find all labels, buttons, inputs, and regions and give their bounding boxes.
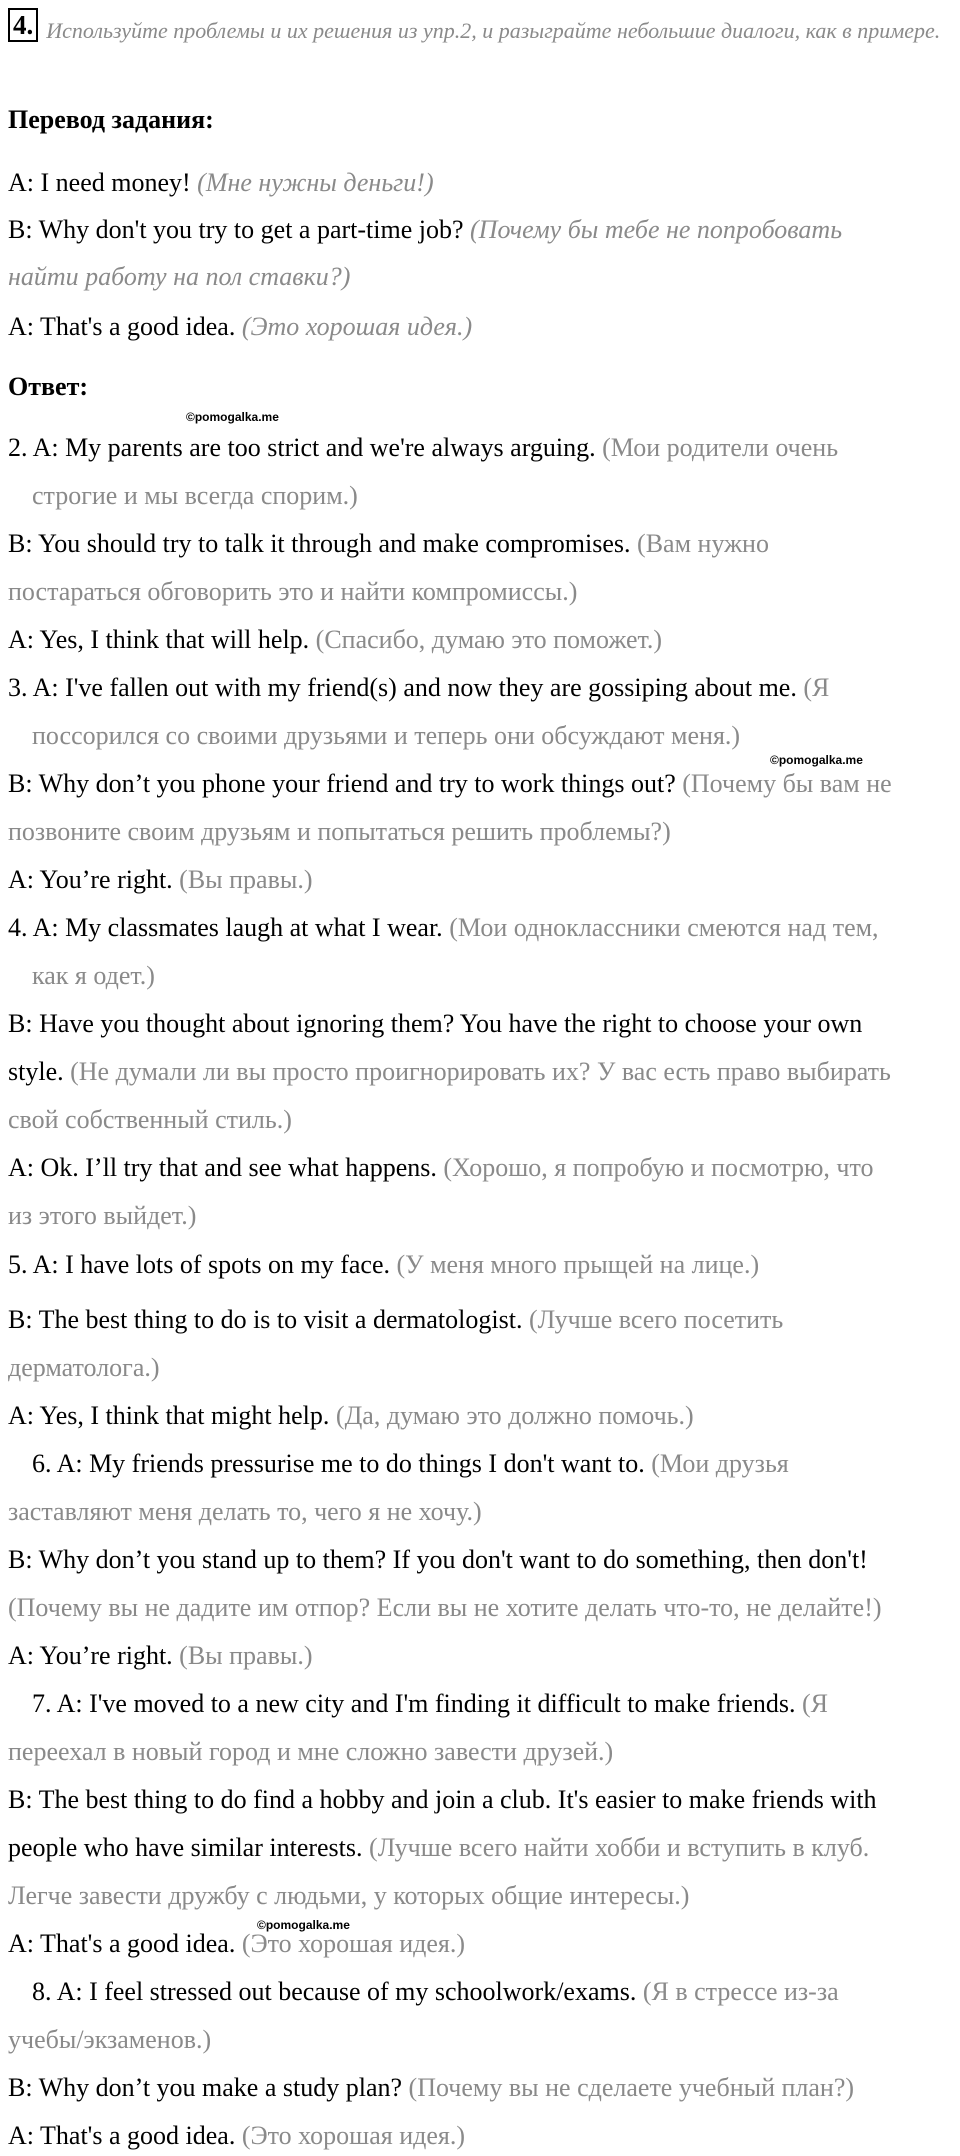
dialogue-line (32, 961, 155, 991)
dialogue-line (8, 2073, 854, 2103)
watermark: ©pomogalka.me (186, 410, 279, 424)
dialogue-ru: постараться обговорить это и найти компромиссы.) (8, 577, 578, 606)
dialogue-ru: дерматолога.) (8, 1353, 160, 1382)
dialogue-line (8, 769, 892, 799)
dialogue-line (8, 2025, 211, 2055)
dialogue-en: A: Yes, I think that will help. (8, 625, 310, 654)
dialogue-en: A: You’re right. (8, 865, 173, 894)
watermark: ©pomogalka.me (770, 753, 863, 767)
dialogue-ru: как я одет.) (32, 961, 155, 990)
dialogue-line (8, 2121, 465, 2151)
example-line (8, 215, 842, 245)
dialogue-line (8, 529, 769, 559)
dialogue-ru: (У меня много прыщей на лице.) (396, 1250, 760, 1279)
dialogue-ru: (Я (801, 1689, 828, 1718)
watermark: ©pomogalka.me (257, 1918, 350, 1932)
dialogue-line (8, 1153, 873, 1183)
answer-heading: Ответ: (8, 372, 89, 401)
example-en: B: Why don't you try to get a part-time job? (8, 215, 464, 244)
dialogue-ru: позвоните своим друзьям и попытаться решить проблемы?) (8, 817, 671, 846)
dialogue-line (8, 1057, 891, 1087)
dialogue-ru: (Почему вы не дадите им отпор? Если вы не хотите делать что-то, не делайте!) (8, 1593, 882, 1622)
dialogue-en: 6. A: My friends pressurise me to do things I don't want to. (32, 1449, 645, 1478)
dialogue-ru: переехал в новый город и мне сложно завести друзей.) (8, 1737, 614, 1766)
dialogue-en: B: You should try to talk it through and make compromises. (8, 529, 631, 558)
dialogue-ru: свой собственный стиль.) (8, 1105, 292, 1134)
example-ru: найти работу на пол ставки?) (8, 262, 351, 291)
dialogue-ru: (Почему бы вам не (682, 769, 892, 798)
dialogue-line (32, 1449, 789, 1479)
dialogue-line (8, 577, 577, 607)
dialogue-ru: (Это хорошая идея.) (241, 1929, 465, 1958)
dialogue-line (8, 1401, 694, 1431)
dialogue-line (8, 1545, 868, 1575)
translation-heading: Перевод задания: (8, 105, 214, 134)
dialogue-ru: (Да, думаю это должно помочь.) (335, 1401, 694, 1430)
dialogue-en: B: The best thing to do find a hobby and join a club. It's easier to make friends with (8, 1785, 877, 1814)
dialogue-line (8, 1785, 877, 1815)
dialogue-line (8, 1737, 613, 1767)
dialogue-ru: (Лучше всего найти хобби и вступить в клуб. (369, 1833, 870, 1862)
dialogue-ru: (Это хорошая идея.) (241, 2121, 465, 2150)
dialogue-ru: учебы/экзаменов.) (8, 2025, 212, 2054)
dialogue-ru: (Вам нужно (637, 529, 769, 558)
dialogue-ru: (Не думали ли вы просто проигнорировать их? У вас есть право выбирать (70, 1057, 891, 1086)
dialogue-en: B: Have you thought about ignoring them? You have the right to choose your own (8, 1009, 863, 1038)
dialogue-ru: поссорился со своими друзьями и теперь они обсуждают меня.) (32, 721, 741, 750)
dialogue-ru: (Я (803, 673, 830, 702)
dialogue-ru: (Мои одноклассники смеются над тем, (449, 913, 879, 942)
dialogue-line (8, 1881, 689, 1911)
dialogue-en: 8. A: I feel stressed out because of my schoolwork/exams. (32, 1977, 637, 2006)
example-ru: (Мне нужны деньги!) (197, 168, 434, 197)
dialogue-en: 4. A: My classmates laugh at what I wear. (8, 913, 443, 942)
dialogue-en: B: Why don’t you make a study plan? (8, 2073, 403, 2102)
example-line (8, 168, 434, 198)
dialogue-line (32, 481, 358, 511)
dialogue-ru: (Я в стрессе из-за (642, 1977, 839, 2006)
dialogue-line (8, 1833, 869, 1863)
dialogue-en: style. (8, 1057, 64, 1086)
dialogue-line (8, 1593, 882, 1623)
dialogue-ru: Легче завести дружбу с людьми, у которых общие интересы.) (8, 1881, 690, 1910)
dialogue-line (8, 1009, 862, 1039)
dialogue-line (32, 721, 740, 751)
dialogue-en: B: Why don’t you phone your friend and try to work things out? (8, 769, 676, 798)
dialogue-line (8, 1250, 759, 1280)
dialogue-en: 7. A: I've moved to a new city and I'm finding it difficult to make friends. (32, 1689, 796, 1718)
dialogue-line (8, 1305, 783, 1335)
dialogue-line (8, 1497, 482, 1527)
dialogue-en: 3. A: I've fallen out with my friend(s) and now they are gossiping about me. (8, 673, 797, 702)
dialogue-en: A: That's a good idea. (8, 2121, 236, 2150)
dialogue-en: A: Yes, I think that might help. (8, 1401, 330, 1430)
dialogue-en: 5. A: I have lots of spots on my face. (8, 1250, 390, 1279)
task-header (8, 8, 953, 54)
dialogue-ru: (Хорошо, я попробую и посмотрю, что (443, 1153, 874, 1182)
dialogue-en: A: Ok. I’ll try that and see what happens. (8, 1153, 437, 1182)
dialogue-ru: (Почему вы не сделаете учебный план?) (408, 2073, 855, 2102)
dialogue-en: A: That's a good idea. (8, 1929, 236, 1958)
dialogue-ru: (Спасибо, думаю это поможет.) (315, 625, 663, 654)
dialogue-line (8, 625, 662, 655)
dialogue-line (8, 673, 829, 703)
example-line (8, 262, 350, 292)
dialogue-line (8, 817, 671, 847)
dialogue-ru: заставляют меня делать то, чего я не хочу.) (8, 1497, 482, 1526)
dialogue-en: B: The best thing to do is to visit a dermatologist. (8, 1305, 523, 1334)
dialogue-line (32, 1977, 839, 2007)
dialogue-ru: (Вы правы.) (179, 1641, 313, 1670)
task-number: 4. (8, 8, 38, 42)
dialogue-line (8, 1353, 160, 1383)
example-line (8, 312, 472, 342)
dialogue-line (8, 865, 313, 895)
dialogue-ru: строгие и мы всегда спорим.) (32, 481, 358, 510)
dialogue-line (8, 913, 879, 943)
dialogue-en: A: You’re right. (8, 1641, 173, 1670)
dialogue-line (8, 1105, 292, 1135)
dialogue-en: 2. A: My parents are too strict and we're always arguing. (8, 433, 596, 462)
example-en: A: That's a good idea. (8, 312, 236, 341)
example-ru: (Почему бы тебе не попробовать (470, 215, 843, 244)
dialogue-line (8, 1201, 196, 1231)
dialogue-en: people who have similar interests. (8, 1833, 363, 1862)
dialogue-ru: (Лучше всего посетить (528, 1305, 784, 1334)
dialogue-en: B: Why don’t you stand up to them? If you don't want to do something, then don't! (8, 1545, 868, 1574)
dialogue-ru: (Мои друзья (651, 1449, 789, 1478)
dialogue-line (8, 1641, 313, 1671)
dialogue-line (32, 1689, 828, 1719)
dialogue-line (8, 1929, 465, 1959)
example-en: A: I need money! (8, 168, 191, 197)
dialogue-ru: (Вы правы.) (179, 865, 313, 894)
example-ru: (Это хорошая идея.) (241, 312, 473, 341)
dialogue-ru: из этого выйдет.) (8, 1201, 197, 1230)
task-instruction: Используйте проблемы и их решения из упр.2, и разыграйте небольшие диалоги, как в примере. (46, 18, 941, 43)
dialogue-line (8, 433, 838, 463)
dialogue-ru: (Мои родители очень (602, 433, 839, 462)
